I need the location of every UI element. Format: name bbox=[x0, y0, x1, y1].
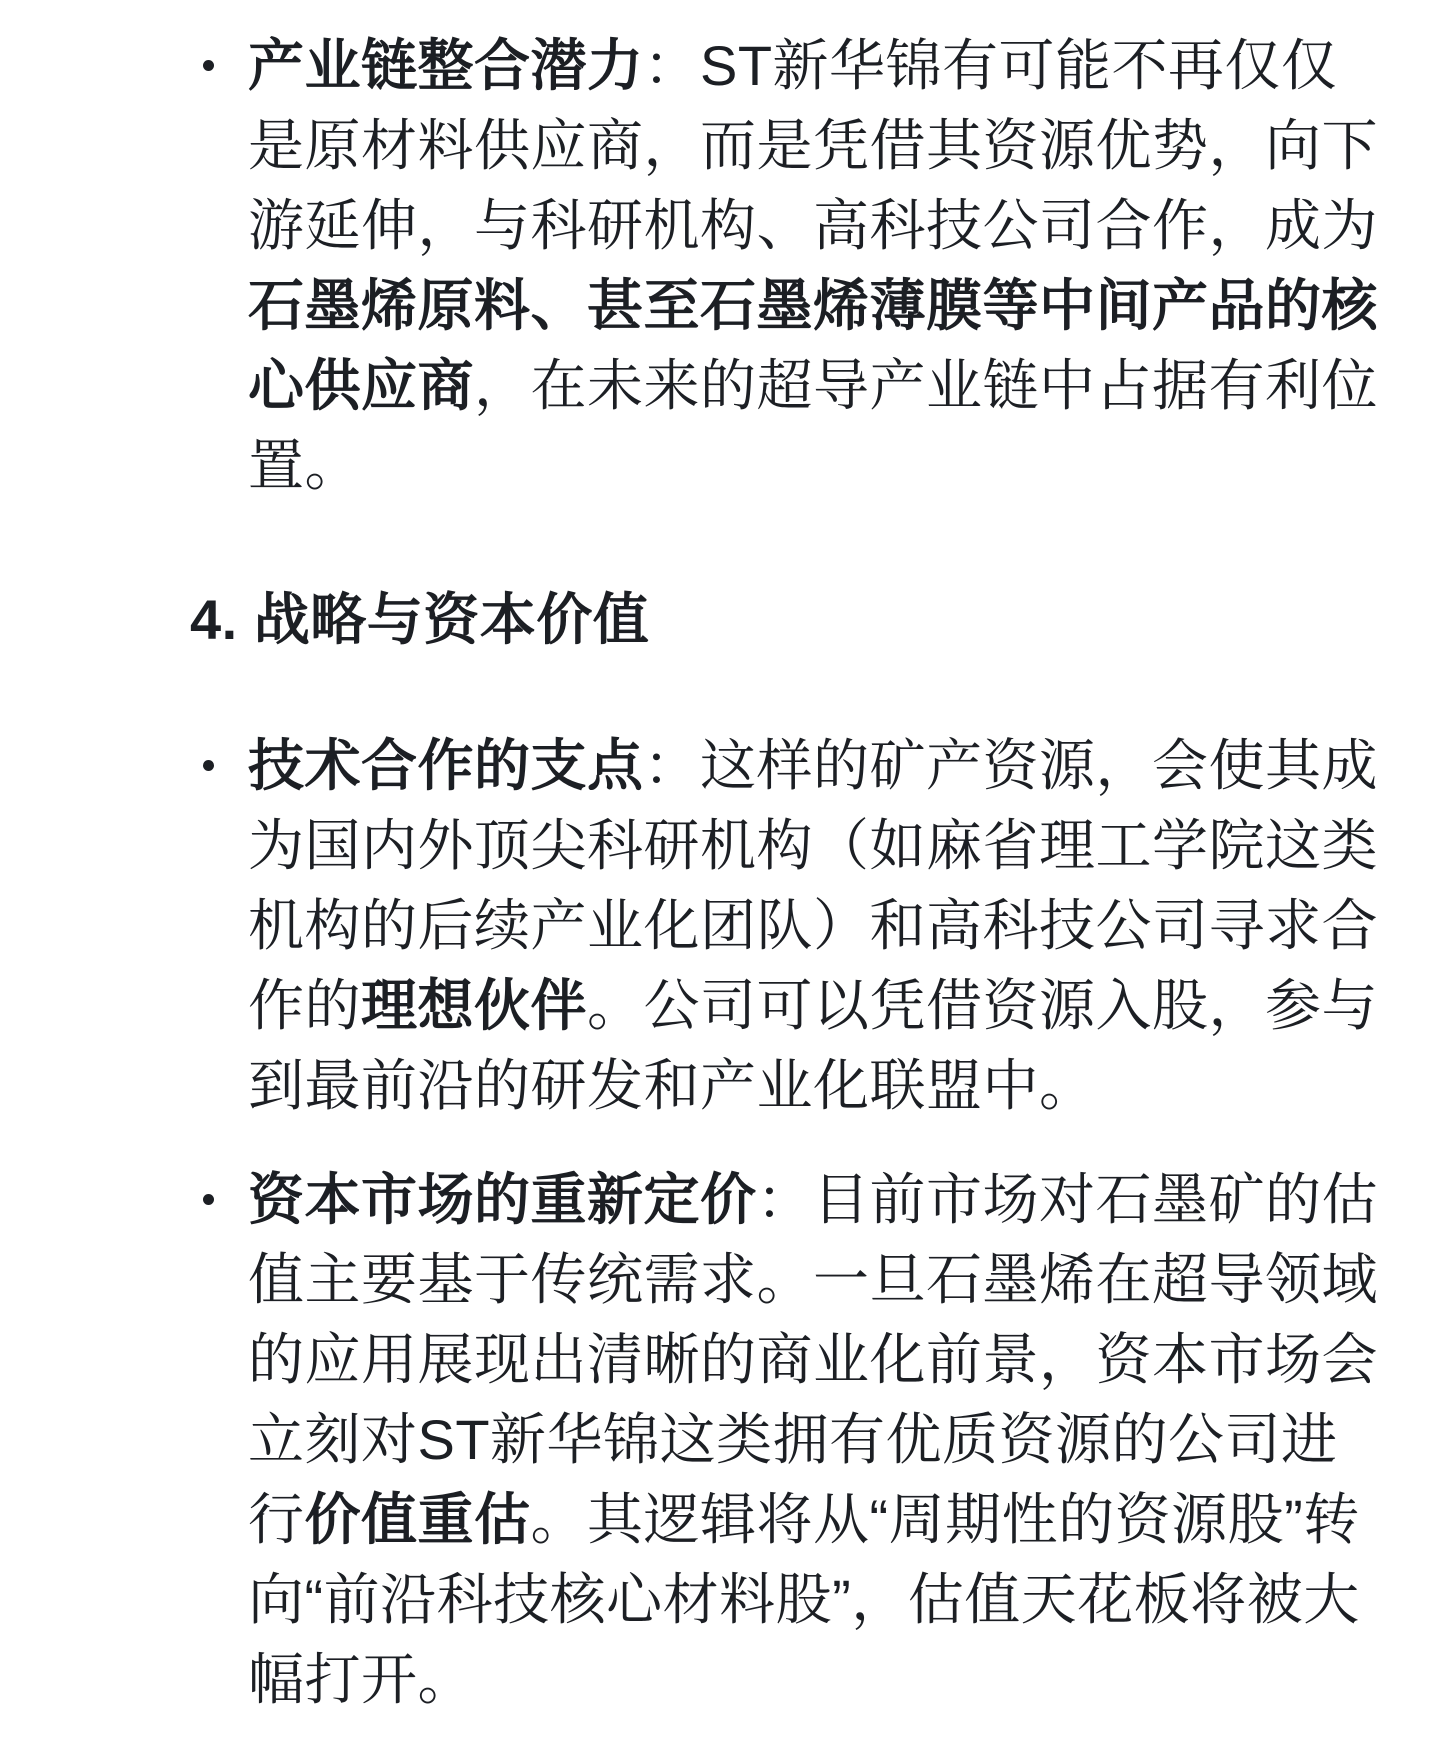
bullet-text: 。其逻辑将从“周期性的资源股”转向“前沿科技核心材料股”，估值天花板将被大幅打开。 bbox=[248, 1488, 1360, 1711]
bullet-bold-phrase: 价值重估 bbox=[304, 1488, 531, 1551]
bullet-list-top bbox=[190, 26, 1384, 506]
bullet-lead-bold: 资本市场的重新定价 bbox=[248, 1168, 757, 1231]
bullet-lead-bold: 产业链整合潜力 bbox=[248, 34, 644, 97]
bullet-text: 。公司可以凭借资源入股，参与到最前沿的研发和产业化联盟中。 bbox=[248, 974, 1378, 1117]
list-item bbox=[190, 726, 1384, 1126]
bullet-text: ：ST新华锦有可能不再仅仅是原材料供应商，而是凭借其资源优势，向下游延伸，与科研机构、高科技公司合作，成为 bbox=[248, 34, 1378, 257]
bullet-list-strategy bbox=[190, 726, 1384, 1720]
bullet-lead-bold: 技术合作的支点 bbox=[248, 734, 644, 797]
bullet-bold-phrase: 理想伙伴 bbox=[361, 974, 587, 1037]
bullet-text: ，在未来的超导产业链中占据有利位置。 bbox=[248, 354, 1378, 497]
bullet-icon bbox=[203, 1194, 214, 1205]
bullet-text: ：这样的矿产资源，会使其成为国内外顶尖科研机构（如麻省理工学院这类机构的后续产业化团队）和高科技公司寻求合作的 bbox=[248, 734, 1378, 1037]
bullet-icon bbox=[203, 760, 214, 771]
bullet-text: ：目前市场对石墨矿的估值主要基于传统需求。一旦石墨烯在超导领域的应用展现出清晰的商业化前景，资本市场会立刻对ST新华锦这类拥有优质资源的公司进行 bbox=[248, 1168, 1378, 1551]
list-item bbox=[190, 26, 1384, 506]
list-item bbox=[190, 1160, 1384, 1720]
section-heading: 4. 战略与资本价值 bbox=[190, 588, 650, 651]
bullet-bold-phrase: 石墨烯原料、甚至石墨烯薄膜等中间产品的核心供应商 bbox=[248, 274, 1378, 417]
bullet-icon bbox=[203, 60, 214, 71]
